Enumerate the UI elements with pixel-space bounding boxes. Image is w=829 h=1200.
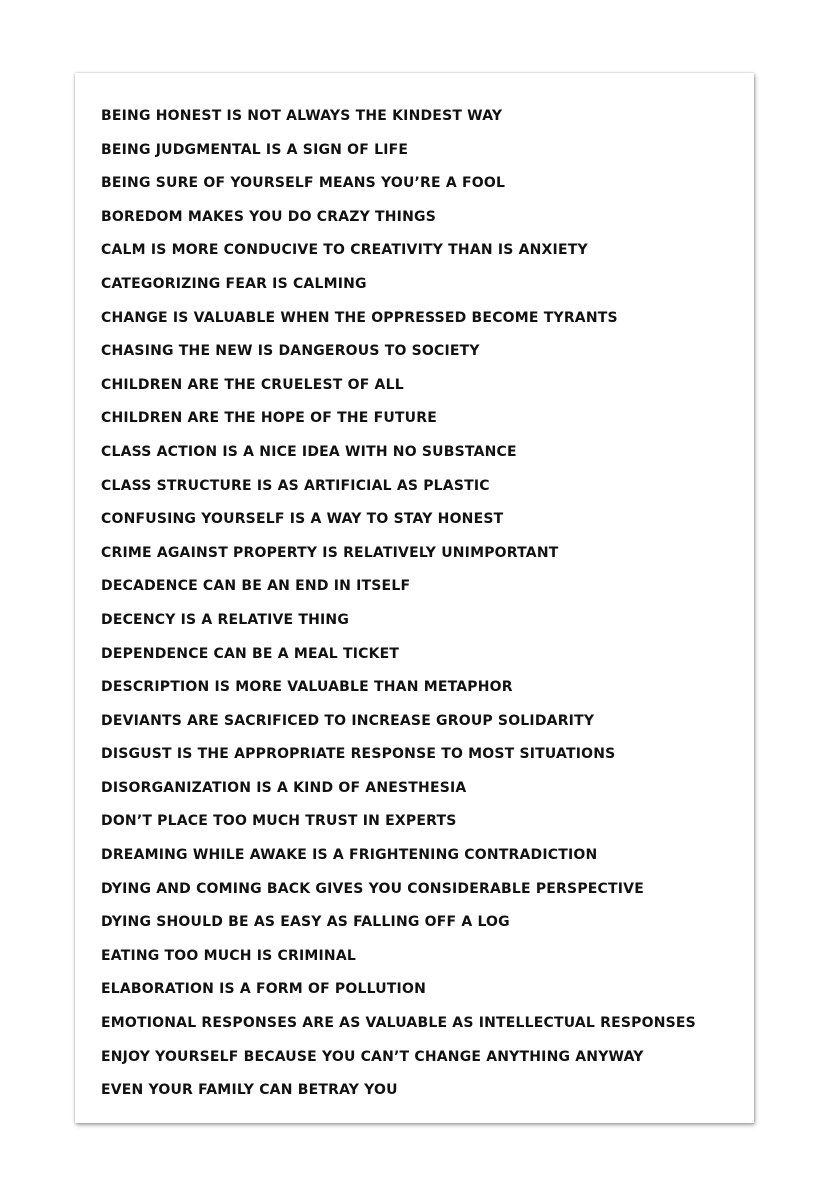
truism-line: CHILDREN ARE THE CRUELEST OF ALL [101,376,404,393]
truism-line: BEING HONEST IS NOT ALWAYS THE KINDEST WAY [101,108,503,124]
poster-sheet [75,73,754,1123]
truism-line: DISORGANIZATION IS A KIND OF ANESTHESIA [101,779,467,796]
truism-line: DYING SHOULD BE AS EASY AS FALLING OFF A LOG [101,914,510,931]
truism-line: BOREDOM MAKES YOU DO CRAZY THINGS [101,208,436,225]
truism-line: DEPENDENCE CAN BE A MEAL TICKET [101,645,400,662]
truism-line: EVEN YOUR FAMILY CAN BETRAY YOU [101,1082,398,1099]
truism-line: DECENCY IS A RELATIVE THING [101,611,350,628]
truism-line: CONFUSING YOURSELF IS A WAY TO STAY HONEST [101,511,504,528]
truism-line: EMOTIONAL RESPONSES ARE AS VALUABLE AS INTELLECTUAL RESPONSES [101,1015,696,1032]
truism-line: CHASING THE NEW IS DANGEROUS TO SOCIETY [101,343,480,360]
truism-line: CATEGORIZING FEAR IS CALMING [101,275,367,292]
truism-line: CLASS ACTION IS A NICE IDEA WITH NO SUBSTANCE [101,443,517,460]
truism-line: DECADENCE CAN BE AN END IN ITSELF [101,578,411,595]
truism-line: CRIME AGAINST PROPERTY IS RELATIVELY UNIMPORTANT [101,544,559,561]
truism-line: ENJOY YOURSELF BECAUSE YOU CAN’T CHANGE ANYTHING ANYWAY [101,1048,644,1065]
truism-line: DREAMING WHILE AWAKE IS A FRIGHTENING CONTRADICTION [101,847,598,864]
truism-line: CLASS STRUCTURE IS AS ARTIFICIAL AS PLASTIC [101,477,490,494]
truism-line: DESCRIPTION IS MORE VALUABLE THAN METAPHOR [101,679,513,696]
truism-line: DISGUST IS THE APPROPRIATE RESPONSE TO MOST SITUATIONS [101,746,616,763]
truism-line: CHANGE IS VALUABLE WHEN THE OPPRESSED BECOME TYRANTS [101,309,618,326]
truism-line: CALM IS MORE CONDUCIVE TO CREATIVITY THAN IS ANXIETY [101,242,588,259]
truism-line: ELABORATION IS A FORM OF POLLUTION [101,981,426,998]
truism-line: DYING AND COMING BACK GIVES YOU CONSIDERABLE PERSPECTIVE [101,880,644,897]
truism-line: EATING TOO MUCH IS CRIMINAL [101,947,356,964]
truism-list [101,105,696,1113]
truism-line: BEING JUDGMENTAL IS A SIGN OF LIFE [101,141,409,158]
truism-line: CHILDREN ARE THE HOPE OF THE FUTURE [101,410,437,427]
truism-line: DEVIANTS ARE SACRIFICED TO INCREASE GROUP SOLIDARITY [101,712,595,729]
truism-line: DON’T PLACE TOO MUCH TRUST IN EXPERTS [101,813,457,830]
truism-line: BEING SURE OF YOURSELF MEANS YOU’RE A FOOL [101,175,506,192]
